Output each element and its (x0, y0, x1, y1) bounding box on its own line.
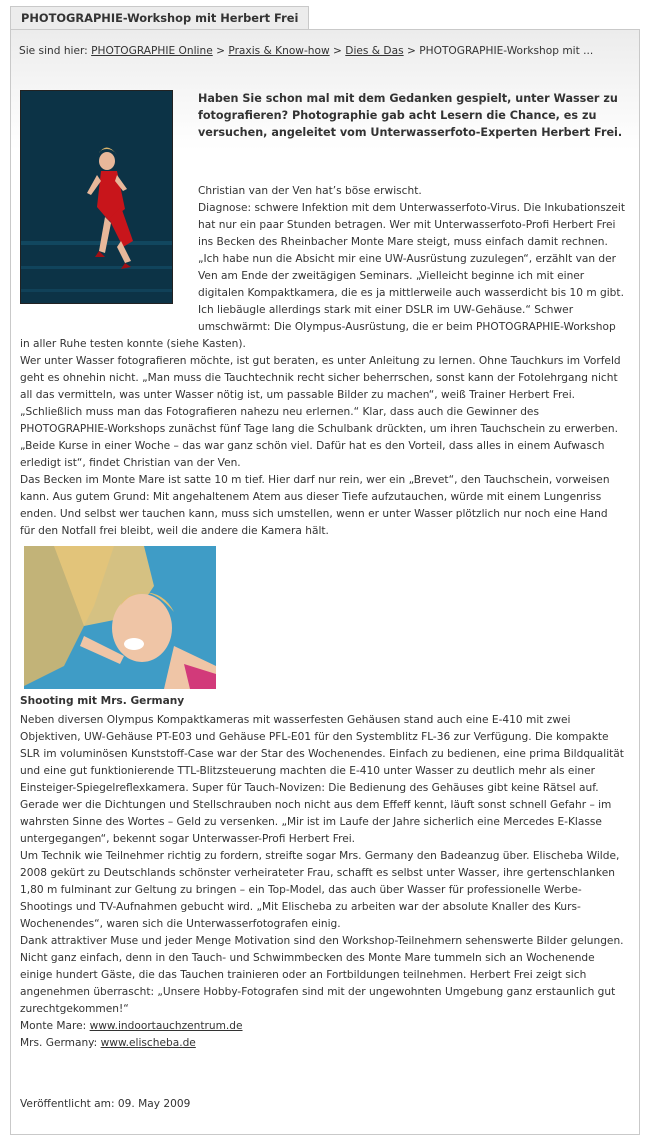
link-row-mrs-germany (20, 1035, 243, 1052)
breadcrumb-link-praxis[interactable]: Praxis & Know-how (228, 45, 330, 57)
paragraph: Das Becken im Monte Mare ist satte 10 m tief. Hier darf nur rein, wer ein „Brevet“, den Tauchschein, vorweisen kann. Aus gutem Grund: Mit angehaltenem Atem aus dieser Tiefe aufzutauchen, würde mit einem Lungenriss enden. Und selbst wer tauchen kann, muss sich umstellen, wenn er unter Wasser plötzlich nur noch eine Hand für den Notfall frei bleibt, weil die andere die Kamera hält. (20, 474, 610, 537)
breadcrumb-separator: > (406, 45, 416, 57)
breadcrumb-separator: > (333, 45, 342, 57)
link-row-monte-mare (20, 1018, 243, 1035)
breadcrumb-link-photographie-online[interactable]: PHOTOGRAPHIE Online (91, 45, 213, 57)
paragraph: Um Technik wie Teilnehmer richtig zu fordern, streifte sogar Mrs. Germany den Badeanzug über. Elischeba Wilde, 2008 gekürt zu Deutschlands schönster verheirateter Frau, schafft es selbst unter Wasser, ihre gertenschlanken 1,80 m fulminant zur Geltung zu bringen – ein Top-Model, das auch über Wasser für professionelle Werbe-Shootings und TV-Aufnahmen gebucht wird. „Mit Elischeba zu arbeiten war der absolute Knaller des Kurs-Wochenendes“, waren sich die Unterwasserfotografen einig. (20, 850, 620, 930)
breadcrumb-current: PHOTOGRAPHIE-Workshop mit ... (419, 45, 594, 57)
related-links (20, 1018, 243, 1052)
paragraph: Christian van der Ven hat’s böse erwischt. (198, 185, 422, 197)
link-label: Mrs. Germany: (20, 1037, 98, 1049)
link-label: Monte Mare: (20, 1020, 87, 1032)
paragraph: Diagnose: schwere Infektion mit dem Unterwasserfoto-Virus. Die Inkubationszeit hat nur ein paar Stunden betragen. Wer mit Unterwasserfoto-Profi Herbert Frei ins Becken des Rheinbacher Monte Mare steigt, muss einfach damit rechnen. „Ich habe nun die Absicht mir eine UW-Ausrüstung zuzulegen“, erzählt van der Ven am Ende der zweitägigen Seminars. „Vielleicht beginne ich mit einer digitalen Kompaktkamera, die es ja mittlerweile auch wasserdicht bis 10 m gibt. Ich liebäugle allerdings stark mit einer DSLR im UW-Gehäuse.“ Schwer umschwärmt: Die Olympus-Ausrüstung, die er beim PHOTOGRAPHIE-Workshop in aller Ruhe testen konnte (siehe Kasten). (20, 202, 625, 350)
image-caption: Shooting mit Mrs. Germany (20, 695, 185, 707)
article-intro: Haben Sie schon mal mit dem Gedanken gespielt, unter Wasser zu fotografieren? Photographie gab acht Lesern die Chance, es zu versuchen, angeleitet vom Unterwasserfoto-Experten Herbert Frei. (198, 92, 623, 139)
article-tab-title: PHOTOGRAPHIE-Workshop mit Herbert Frei (10, 6, 309, 29)
paragraph: Dank attraktiver Muse und jeder Menge Motivation sind den Workshop-Teilnehmern sehenswerte Bilder gelungen. Nicht ganz einfach, denn in den Tauch- und Schwimmbecken des Monte Mare tummeln sich an Wochenende einige hundert Gäste, die das Tauchen trainieren oder an Fortbildungen teilnehmen. Herbert Frei zeigt sich angenehmen überrascht: „Unsere Hobby-Fotografen sind mit der ungewohnten Umgebung ganz erstaunlich gut zurechtgekommen!“ (20, 935, 624, 1015)
breadcrumb (19, 45, 593, 57)
breadcrumb-prefix: Sie sind hier: (19, 45, 88, 57)
paragraph: Wer unter Wasser fotografieren möchte, ist gut beraten, es unter Anleitung zu lernen. Ohne Tauchkurs im Vorfeld geht es ohnehin nicht. „Man muss die Tauchtechnik recht sicher beherrschen, sonst kann der Fotolehrgang nicht all das vermitteln, was unter Wasser nötig ist, um passable Bilder zu machen“, weiß Trainer Herbert Frei. „Schließlich muss man das Fotografieren nahezu neu erlernen.“ Klar, dass auch die Gewinner des PHOTOGRAPHIE-Workshops zunächst fünf Tage lang die Schulbank drückten, um ihren Tauchschein zu erwerben. „Beide Kurse in einer Woche – das war ganz schön viel. Dafür hat es den Vorteil, dass alles in einem Aufwasch erledigt ist“, findet Christian van der Ven. (20, 355, 621, 469)
paragraph: Neben diversen Olympus Kompaktkameras mit wasserfesten Gehäusen stand auch eine E-410 mit zwei Objektiven, UW-Gehäuse PT-E03 und Gehäuse PFL-E01 für den Systemblitz FL-36 zur Verfügung. Die kompakte SLR im voluminösen Kunststoff-Case war der Star des Wochenendes. Einfach zu bedienen, eine prima Bildqualität und eine gut funktionierende TTL-Blitzsteuerung machten die E-410 unter Wasser zu deutlich mehr als einer Einsteiger-Spiegelreflexkamera. Super für Tauch-Novizen: Die Bedienung des Gehäuses gibt keine Rätsel auf. Gerade wer die Dichtungen und Stellschrauben noch nicht aus dem Effeff kennt, läuft sonst schnell Gefahr – im wahrsten Sinne des Wortes – Geld zu versenken. „Mir ist im Laufe der Jahre sicherlich eine Mercedes E-Klasse untergegangen“, bekennt sogar Unterwasser-Profi Herbert Frei. (20, 714, 624, 845)
article-body-part-2 (20, 712, 625, 1018)
link-indoortauchzentrum[interactable]: www.indoortauchzentrum.de (89, 1020, 243, 1032)
article-body-part-1 (20, 183, 625, 540)
link-elischeba[interactable]: www.elischeba.de (100, 1037, 196, 1049)
mrs-germany-photo (24, 546, 216, 689)
breadcrumb-separator: > (216, 45, 225, 57)
published-date: Veröffentlicht am: 09. May 2009 (20, 1098, 191, 1110)
article-panel (10, 29, 640, 1135)
breadcrumb-link-dies-das[interactable]: Dies & Das (345, 45, 404, 57)
